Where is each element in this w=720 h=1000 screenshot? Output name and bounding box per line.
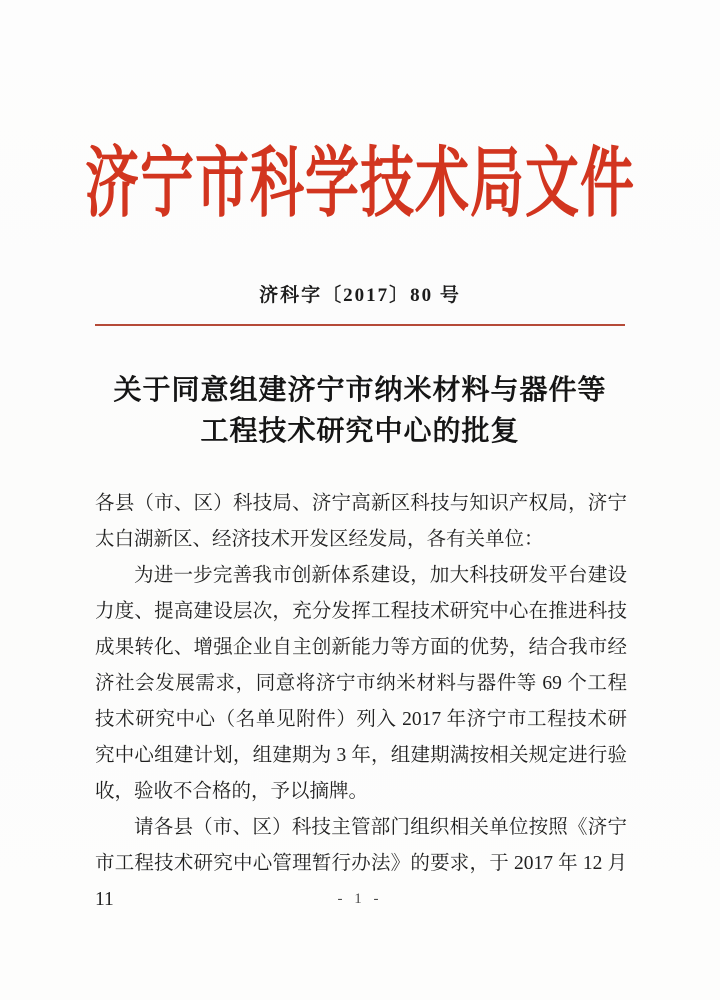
body-paragraph-1: 为进一步完善我市创新体系建设，加大科技研发平台建设力度、提高建设层次，充分发挥工程技术研究中心在推进科技成果转化、增强企业自主创新能力等方面的优势，结合我市经济社会发展需求，同意将济宁市纳米材料与器件等 69 个工程技术研究中心（名单见附件）列入 2017 年济宁市工程技术研究中心组建计划，组建期为 3 年，组建期满按相关规定进行验收，验收不合格的，予以摘牌。 — [95, 565, 627, 802]
document-title — [0, 370, 720, 452]
document-header-title: 济宁市科学技术局文件 — [85, 141, 635, 227]
document-body — [95, 486, 627, 918]
red-divider-line — [95, 324, 625, 326]
document-title-line2: 工程技术研究中心的批复 — [200, 416, 520, 447]
salutation-paragraph: 各县（市、区）科技局、济宁高新区科技与知识产权局，济宁太白湖新区、经济技术开发区经发局，各有关单位： — [95, 493, 627, 550]
page-number: - 1 - — [337, 891, 383, 907]
document-number: 济科字〔2017〕80 号 — [259, 285, 461, 306]
body-paragraph-2: 请各县（市、区）科技主管部门组织相关单位按照《济宁市工程技术研究中心管理暂行办法》的要求，于 2017 年 12 月 11 — [95, 817, 627, 910]
document-title-line1: 关于同意组建济宁市纳米材料与器件等 — [113, 375, 607, 406]
